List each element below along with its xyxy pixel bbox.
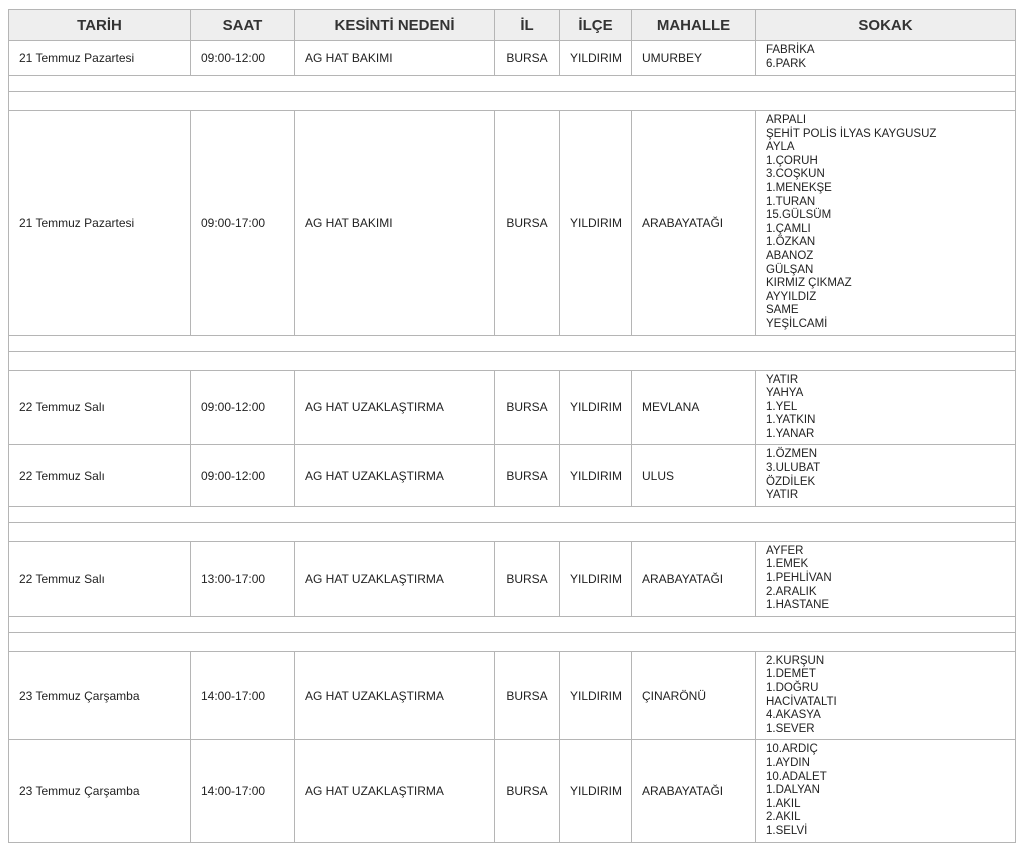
street-name: 1.YEL xyxy=(766,400,798,413)
table-row xyxy=(9,651,1016,740)
tarih-cell: 22 Temmuz Salı xyxy=(9,445,191,506)
street-name: 3.ULUBAT xyxy=(766,462,821,475)
street-name: 1.AYDIN xyxy=(766,756,810,769)
ilce-cell: YILDIRIM xyxy=(560,651,632,740)
neden-cell: AG HAT UZAKLAŞTIRMA xyxy=(295,740,495,842)
street-name: KIRMIZ ÇIKMAZ xyxy=(766,277,852,290)
table-row xyxy=(9,111,1016,336)
street-name: ABANOZ xyxy=(766,249,814,262)
header-kesinti-nedeni: KESİNTİ NEDENİ xyxy=(295,10,495,41)
il-cell: BURSA xyxy=(495,445,560,506)
tarih-cell: 23 Temmuz Çarşamba xyxy=(9,740,191,842)
street-name: 1.AKIL xyxy=(766,797,801,810)
il-cell: BURSA xyxy=(495,370,560,445)
il-cell: BURSA xyxy=(495,651,560,740)
neden-cell: AG HAT UZAKLAŞTIRMA xyxy=(295,651,495,740)
tarih-cell: 21 Temmuz Pazartesi xyxy=(9,111,191,336)
street-name: 6.PARK xyxy=(766,57,807,70)
table-row xyxy=(9,41,1016,76)
saat-cell: 09:00-17:00 xyxy=(191,111,295,336)
ilce-cell: YILDIRIM xyxy=(560,111,632,336)
street-name: SAME xyxy=(766,304,799,317)
sokak-cell xyxy=(756,445,1016,506)
mahalle-cell: MEVLANA xyxy=(632,370,756,445)
separator-row xyxy=(9,616,1016,651)
header-tarih: TARİH xyxy=(9,10,191,41)
saat-cell: 09:00-12:00 xyxy=(191,370,295,445)
tarih-cell: 22 Temmuz Salı xyxy=(9,541,191,616)
neden-cell: AG HAT UZAKLAŞTIRMA xyxy=(295,370,495,445)
sokak-cell xyxy=(756,541,1016,616)
header-sokak: SOKAK xyxy=(756,10,1016,41)
street-name: 2.ARALIK xyxy=(766,585,817,598)
street-name: 1.PEHLİVAN xyxy=(766,572,832,585)
street-name: 10.ARDIÇ xyxy=(766,743,818,756)
saat-cell: 14:00-17:00 xyxy=(191,740,295,842)
mahalle-cell: ARABAYATAĞI xyxy=(632,740,756,842)
table-row xyxy=(9,740,1016,842)
sokak-cell xyxy=(756,740,1016,842)
street-name: YATIR xyxy=(766,373,799,386)
street-name: 10.ADALET xyxy=(766,770,827,783)
sokak-cell xyxy=(756,651,1016,740)
sokak-cell xyxy=(756,41,1016,76)
separator-row xyxy=(9,506,1016,541)
saat-cell: 09:00-12:00 xyxy=(191,41,295,76)
street-name: AYLA xyxy=(766,141,795,154)
separator-row xyxy=(9,76,1016,111)
ilce-cell: YILDIRIM xyxy=(560,370,632,445)
table-row xyxy=(9,370,1016,445)
neden-cell: AG HAT BAKIMI xyxy=(295,41,495,76)
ilce-cell: YILDIRIM xyxy=(560,445,632,506)
mahalle-cell: ÇINARÖNÜ xyxy=(632,651,756,740)
street-name: YATIR xyxy=(766,489,799,502)
street-name: ÖZDİLEK xyxy=(766,475,816,488)
il-cell: BURSA xyxy=(495,740,560,842)
street-name: AYFER xyxy=(766,544,804,557)
saat-cell: 13:00-17:00 xyxy=(191,541,295,616)
street-name: HACİVATALTI xyxy=(766,695,837,708)
tarih-cell: 21 Temmuz Pazartesi xyxy=(9,41,191,76)
neden-cell: AG HAT UZAKLAŞTIRMA xyxy=(295,541,495,616)
street-name: 1.ÖZKAN xyxy=(766,236,816,249)
neden-cell: AG HAT UZAKLAŞTIRMA xyxy=(295,445,495,506)
sokak-cell xyxy=(756,111,1016,336)
mahalle-cell: UMURBEY xyxy=(632,41,756,76)
il-cell: BURSA xyxy=(495,41,560,76)
street-name: 1.SELVİ xyxy=(766,824,808,837)
il-cell: BURSA xyxy=(495,541,560,616)
tarih-cell: 23 Temmuz Çarşamba xyxy=(9,651,191,740)
street-name: 1.DOĞRU xyxy=(766,682,819,694)
street-name: 4.AKASYA xyxy=(766,709,821,722)
street-name: AYYILDIZ xyxy=(766,290,817,303)
header-mahalle: MAHALLE xyxy=(632,10,756,41)
street-name: YAHYA xyxy=(766,387,804,400)
saat-cell: 14:00-17:00 xyxy=(191,651,295,740)
street-name: 1.EMEK xyxy=(766,558,809,571)
street-name: 1.ÖZMEN xyxy=(766,448,818,461)
saat-cell: 09:00-12:00 xyxy=(191,445,295,506)
sokak-cell xyxy=(756,370,1016,445)
outage-table xyxy=(8,9,1016,843)
street-name: 2.AKIL xyxy=(766,811,801,824)
header-il: İL xyxy=(495,10,560,41)
street-name: 1.DALYAN xyxy=(766,784,820,797)
ilce-cell: YILDIRIM xyxy=(560,740,632,842)
mahalle-cell: ARABAYATAĞI xyxy=(632,541,756,616)
street-name: ARPALI xyxy=(766,114,807,126)
ilce-cell: YILDIRIM xyxy=(560,541,632,616)
street-name: 1.YANAR xyxy=(766,427,815,440)
street-name: 1.YATKIN xyxy=(766,414,816,427)
il-cell: BURSA xyxy=(495,111,560,336)
neden-cell: AG HAT BAKIMI xyxy=(295,111,495,336)
table-row xyxy=(9,445,1016,506)
street-name: 1.TURAN xyxy=(766,195,816,208)
street-name: 1.DEMET xyxy=(766,668,816,681)
mahalle-cell: ARABAYATAĞI xyxy=(632,111,756,336)
street-name: YEŞİLCAMİ xyxy=(766,317,828,330)
table-row xyxy=(9,541,1016,616)
street-name: 3.COŞKUN xyxy=(766,168,825,181)
street-name: 1.ÇORUH xyxy=(766,154,818,167)
mahalle-cell: ULUS xyxy=(632,445,756,506)
header-row xyxy=(9,10,1016,41)
street-name: 15.GÜLSÜM xyxy=(766,209,832,222)
street-name: 2.KURŞUN xyxy=(766,654,825,667)
header-ilce: İLÇE xyxy=(560,10,632,41)
street-name: 1.MENEKŞE xyxy=(766,181,832,194)
street-name: 1.HASTANE xyxy=(766,599,830,612)
street-name: 1.ÇAMLI xyxy=(766,222,811,235)
tarih-cell: 22 Temmuz Salı xyxy=(9,370,191,445)
street-name: FABRİKA xyxy=(766,44,815,56)
header-saat: SAAT xyxy=(191,10,295,41)
separator-row xyxy=(9,335,1016,370)
street-name: 1.SEVER xyxy=(766,722,815,735)
street-name: ŞEHİT POLİS İLYAS KAYGUSUZ xyxy=(766,127,937,140)
street-name: GÜLŞAN xyxy=(766,263,814,276)
ilce-cell: YILDIRIM xyxy=(560,41,632,76)
